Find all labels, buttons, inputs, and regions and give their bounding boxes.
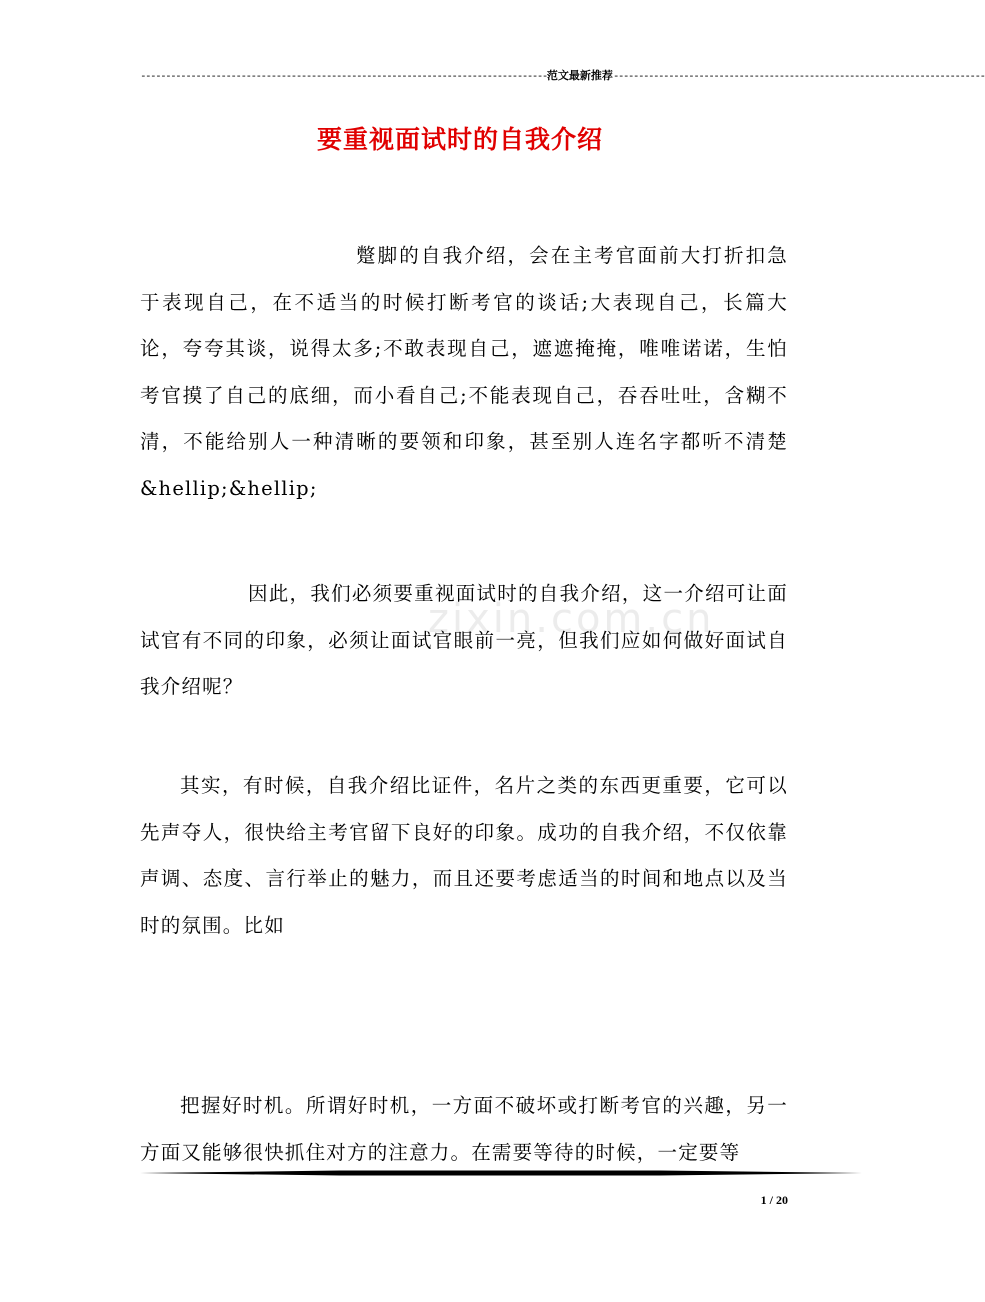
document-title: 要重视面试时的自我介绍 <box>316 125 603 154</box>
paragraph: 蹩脚的自我介绍，会在主考官面前大打折扣急于表现自己，在不适当的时候打断考官的谈话;大表现自己，长篇大论，夸夸其谈，说得太多;不敢表现自己，遮遮掩掩，唯唯诺诺，生怕考官摸了自己的底细，而小看自己;不能表现自己，吞吞吐吐，含糊不清，不能给别人一种清晰的要领和印象，甚至别人连名字都听不清楚&hellip;&hellip; <box>140 244 788 500</box>
page-header <box>140 68 985 84</box>
paragraph: 把握好时机。所谓好时机，一方面不破坏或打断考官的兴趣，另一方面又能够很快抓住对方的注意力。在需要等待的时候，一定要等 <box>140 1094 788 1164</box>
paragraph: 因此，我们必须要重视面试时的自我介绍，这一介绍可让面试官有不同的印象，必须让面试官眼前一亮，但我们应如何做好面试自我介绍呢？ <box>140 582 788 698</box>
footer-divider <box>140 1170 862 1176</box>
header-dashes-left: --------------------------------------------------------------------------------- <box>140 69 547 82</box>
header-label: 范文最新推荐 <box>546 69 613 82</box>
page-number: 1 / 20 <box>760 1193 788 1207</box>
paragraph: 其实，有时候，自我介绍比证件，名片之类的东西更重要，它可以先声夺人，很快给主考官留下良好的印象。成功的自我介绍，不仅依靠声调、态度、言行举止的魅力，而且还要考虑适当的时间和地点以及当时的氛围。比如 <box>140 774 788 937</box>
header-dashes-right: -------------------------------------------------------------------------- <box>612 69 985 82</box>
watermark: zixin.com.cn <box>428 596 715 642</box>
